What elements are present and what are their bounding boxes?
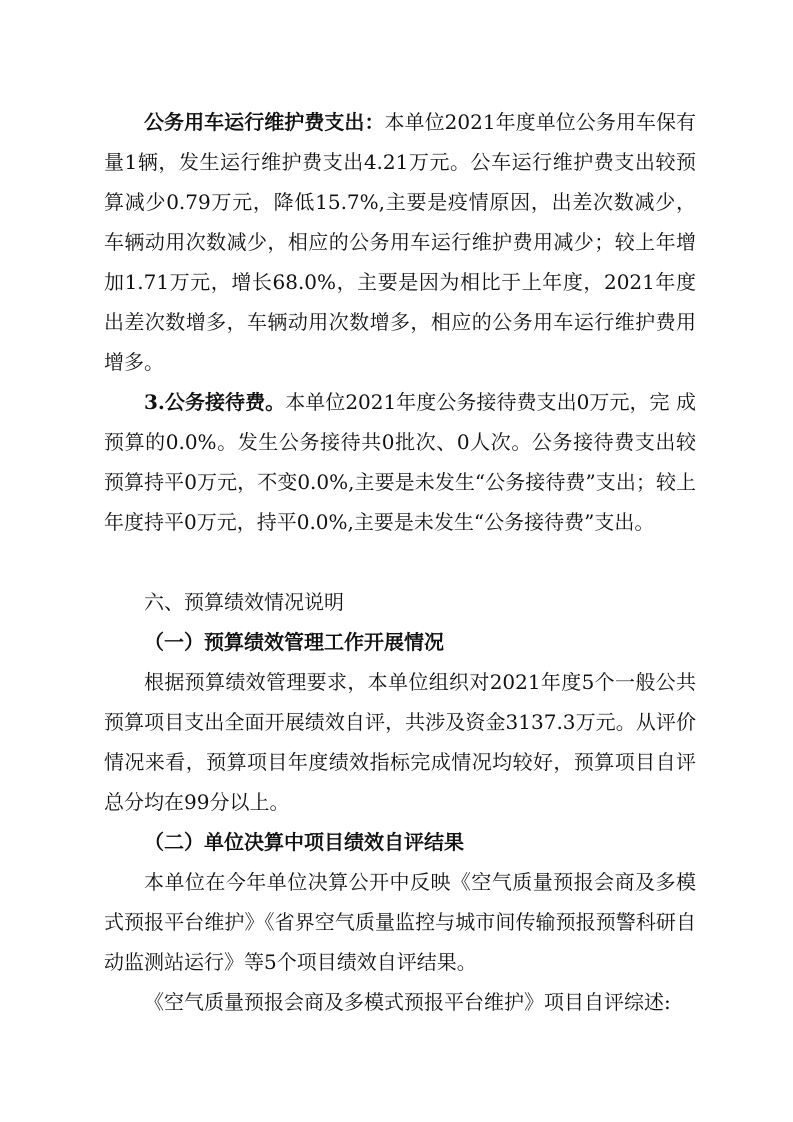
subsection-1-heading: （一）预算绩效管理工作开展情况 <box>144 630 444 654</box>
performance-management-paragraph: 根据预算绩效管理要求，本单位组织对2021年度5个一般公共预算项目支出全面开展绩效自评，共涉及资金3137.3万元。从评价情况来看，预算项目年度绩效指标完成情况均较好，预算项目自评总分均在99分以上。 <box>104 670 696 814</box>
section-6-heading: 六、预算绩效情况说明 <box>144 590 344 614</box>
subsection-2-heading: （二）单位决算中项目绩效自评结果 <box>144 830 464 854</box>
self-evaluation-results-paragraph: 本单位在今年单位决算公开中反映《空气质量预报会商及多模式预报平台维护》《省界空气质量监控与城市间传输预报预警科研自动监测站运行》等5个项目绩效自评结果。 <box>104 870 696 974</box>
reception-fee-paragraph <box>104 382 696 542</box>
reception-fee-lead: 3.公务接待费。 <box>144 390 286 414</box>
vehicle-maintenance-text: 本单位2021年度单位公务用车保有量1辆，发生运行维护费支出4.21万元。公车运行维护费支出较预算减少0.79万元，降低15.7%,主要是疫情原因，出差次数减少，车辆动用次数减少，相应的公务用车运行维护费用减少；较上年增加1.71万元，增长68.0%，主要是因为相比于上年度，2021年度出差次数增多，车辆动用次数增多，相应的公务用车运行维护费用增多。 <box>104 110 696 374</box>
vehicle-maintenance-lead: 公务用车运行维护费支出： <box>144 110 385 134</box>
reception-fee-text: 本单位2021年度公务接待费支出0万元，完 成预算的0.0%。发生公务接待共0批次、0人次。公务接待费支出较预算持平0万元，不变0.0%,主要是未发生“公务接待费”支出；较上年度持平0万元，持平0.0%,主要是未发生“公务接待费”支出。 <box>104 390 696 534</box>
project-summary-paragraph: 《空气质量预报会商及多模式预报平台维护》项目自评综述: <box>144 990 671 1014</box>
vehicle-maintenance-paragraph <box>104 102 696 382</box>
